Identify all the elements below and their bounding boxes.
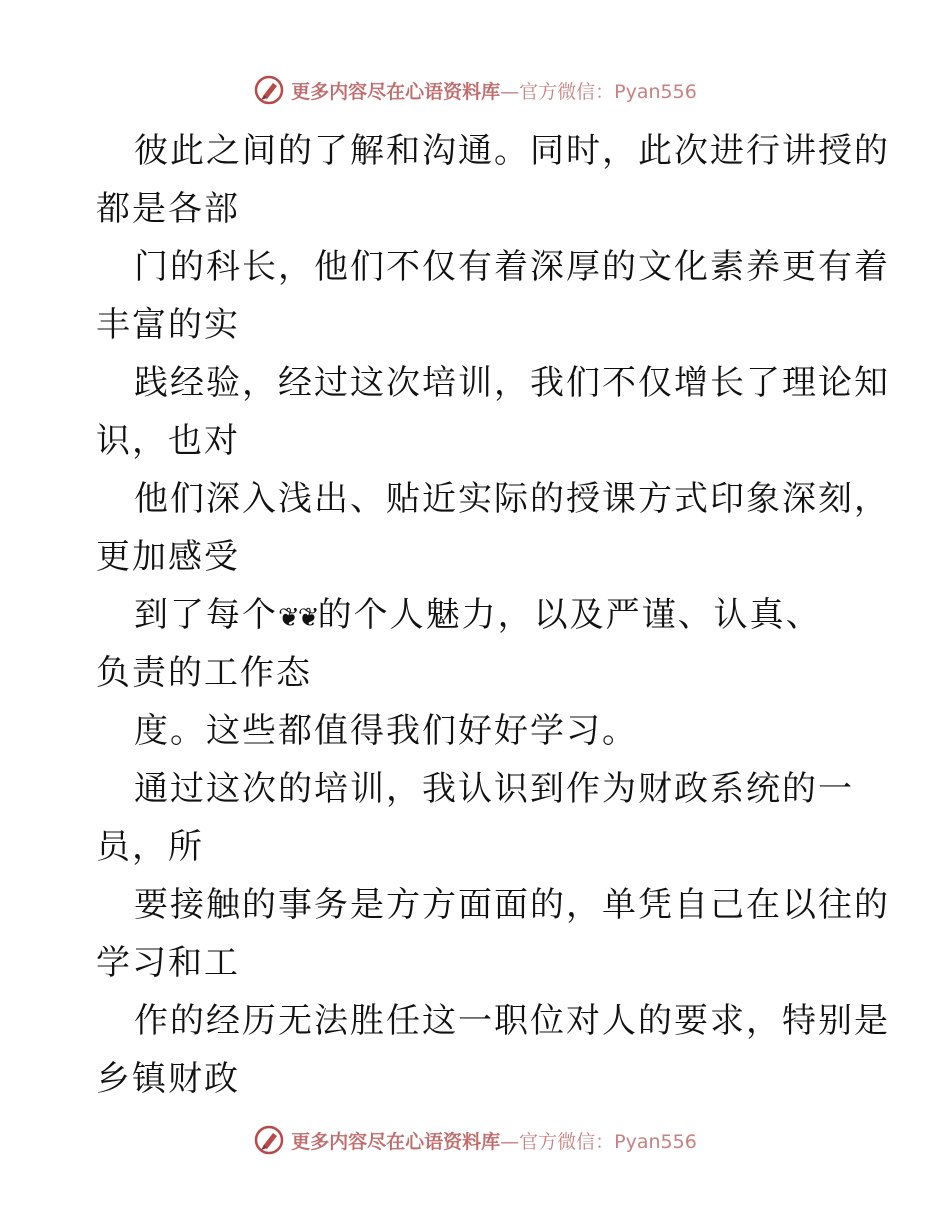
header-banner-main: 更多内容尽在心语资料库: [291, 80, 501, 103]
paragraph-line: 识，也对: [96, 421, 240, 461]
paragraph-line: 都是各部: [96, 189, 240, 229]
footer-banner-separator: —: [500, 1130, 520, 1153]
paragraph-line: 他们深入浅出、贴近实际的授课方式印象深刻，: [134, 479, 890, 519]
paragraph-line: 乡镇财政: [96, 1059, 240, 1099]
paragraph-line: 度。这些都值得我们好好学习。: [134, 711, 638, 751]
header-banner: [0, 70, 950, 110]
paragraph-line: [96, 586, 866, 644]
header-banner-contact: 官方微信：Pyan556: [519, 80, 697, 103]
pen-nib-logo-icon: [253, 1124, 285, 1156]
header-banner-separator: —: [500, 80, 520, 103]
paragraph-line: 通过这次的培训，我认识到作为财政系统的一: [134, 769, 854, 809]
header-banner-text: [291, 77, 697, 104]
paragraph-line: 员，所: [96, 827, 204, 867]
footer-banner-main: 更多内容尽在心语资料库: [291, 1130, 501, 1153]
paragraph-line: 学习和工: [96, 943, 240, 983]
paragraph-line: 负责的工作态: [96, 653, 312, 693]
document-body: [96, 122, 890, 1108]
paragraph-line: 要接触的事务是方方面面的，单凭自己在以往的: [134, 885, 890, 925]
pen-nib-logo-icon: [253, 74, 285, 106]
paragraph-fragment: 的个人魅力，以及严谨、认真、: [317, 595, 822, 635]
paragraph-line: 门的科长，他们不仅有着深厚的文化素养更有着: [134, 247, 890, 287]
vine-ornament-icon: ❦❦: [278, 603, 318, 633]
footer-banner-text: [291, 1127, 697, 1154]
paragraph-line: 彼此之间的了解和沟通。同时，此次进行讲授的: [134, 131, 890, 171]
paragraph-line: 践经验，经过这次培训，我们不仅增长了理论知: [134, 363, 890, 403]
paragraph-line: 作的经历无法胜任这一职位对人的要求，特别是: [134, 1001, 890, 1041]
footer-banner: [0, 1120, 950, 1160]
footer-banner-contact: 官方微信：Pyan556: [519, 1130, 697, 1153]
paragraph-line: 更加感受: [96, 537, 240, 577]
paragraph-fragment: 到了每个: [134, 595, 278, 635]
paragraph-line: 丰富的实: [96, 305, 240, 345]
